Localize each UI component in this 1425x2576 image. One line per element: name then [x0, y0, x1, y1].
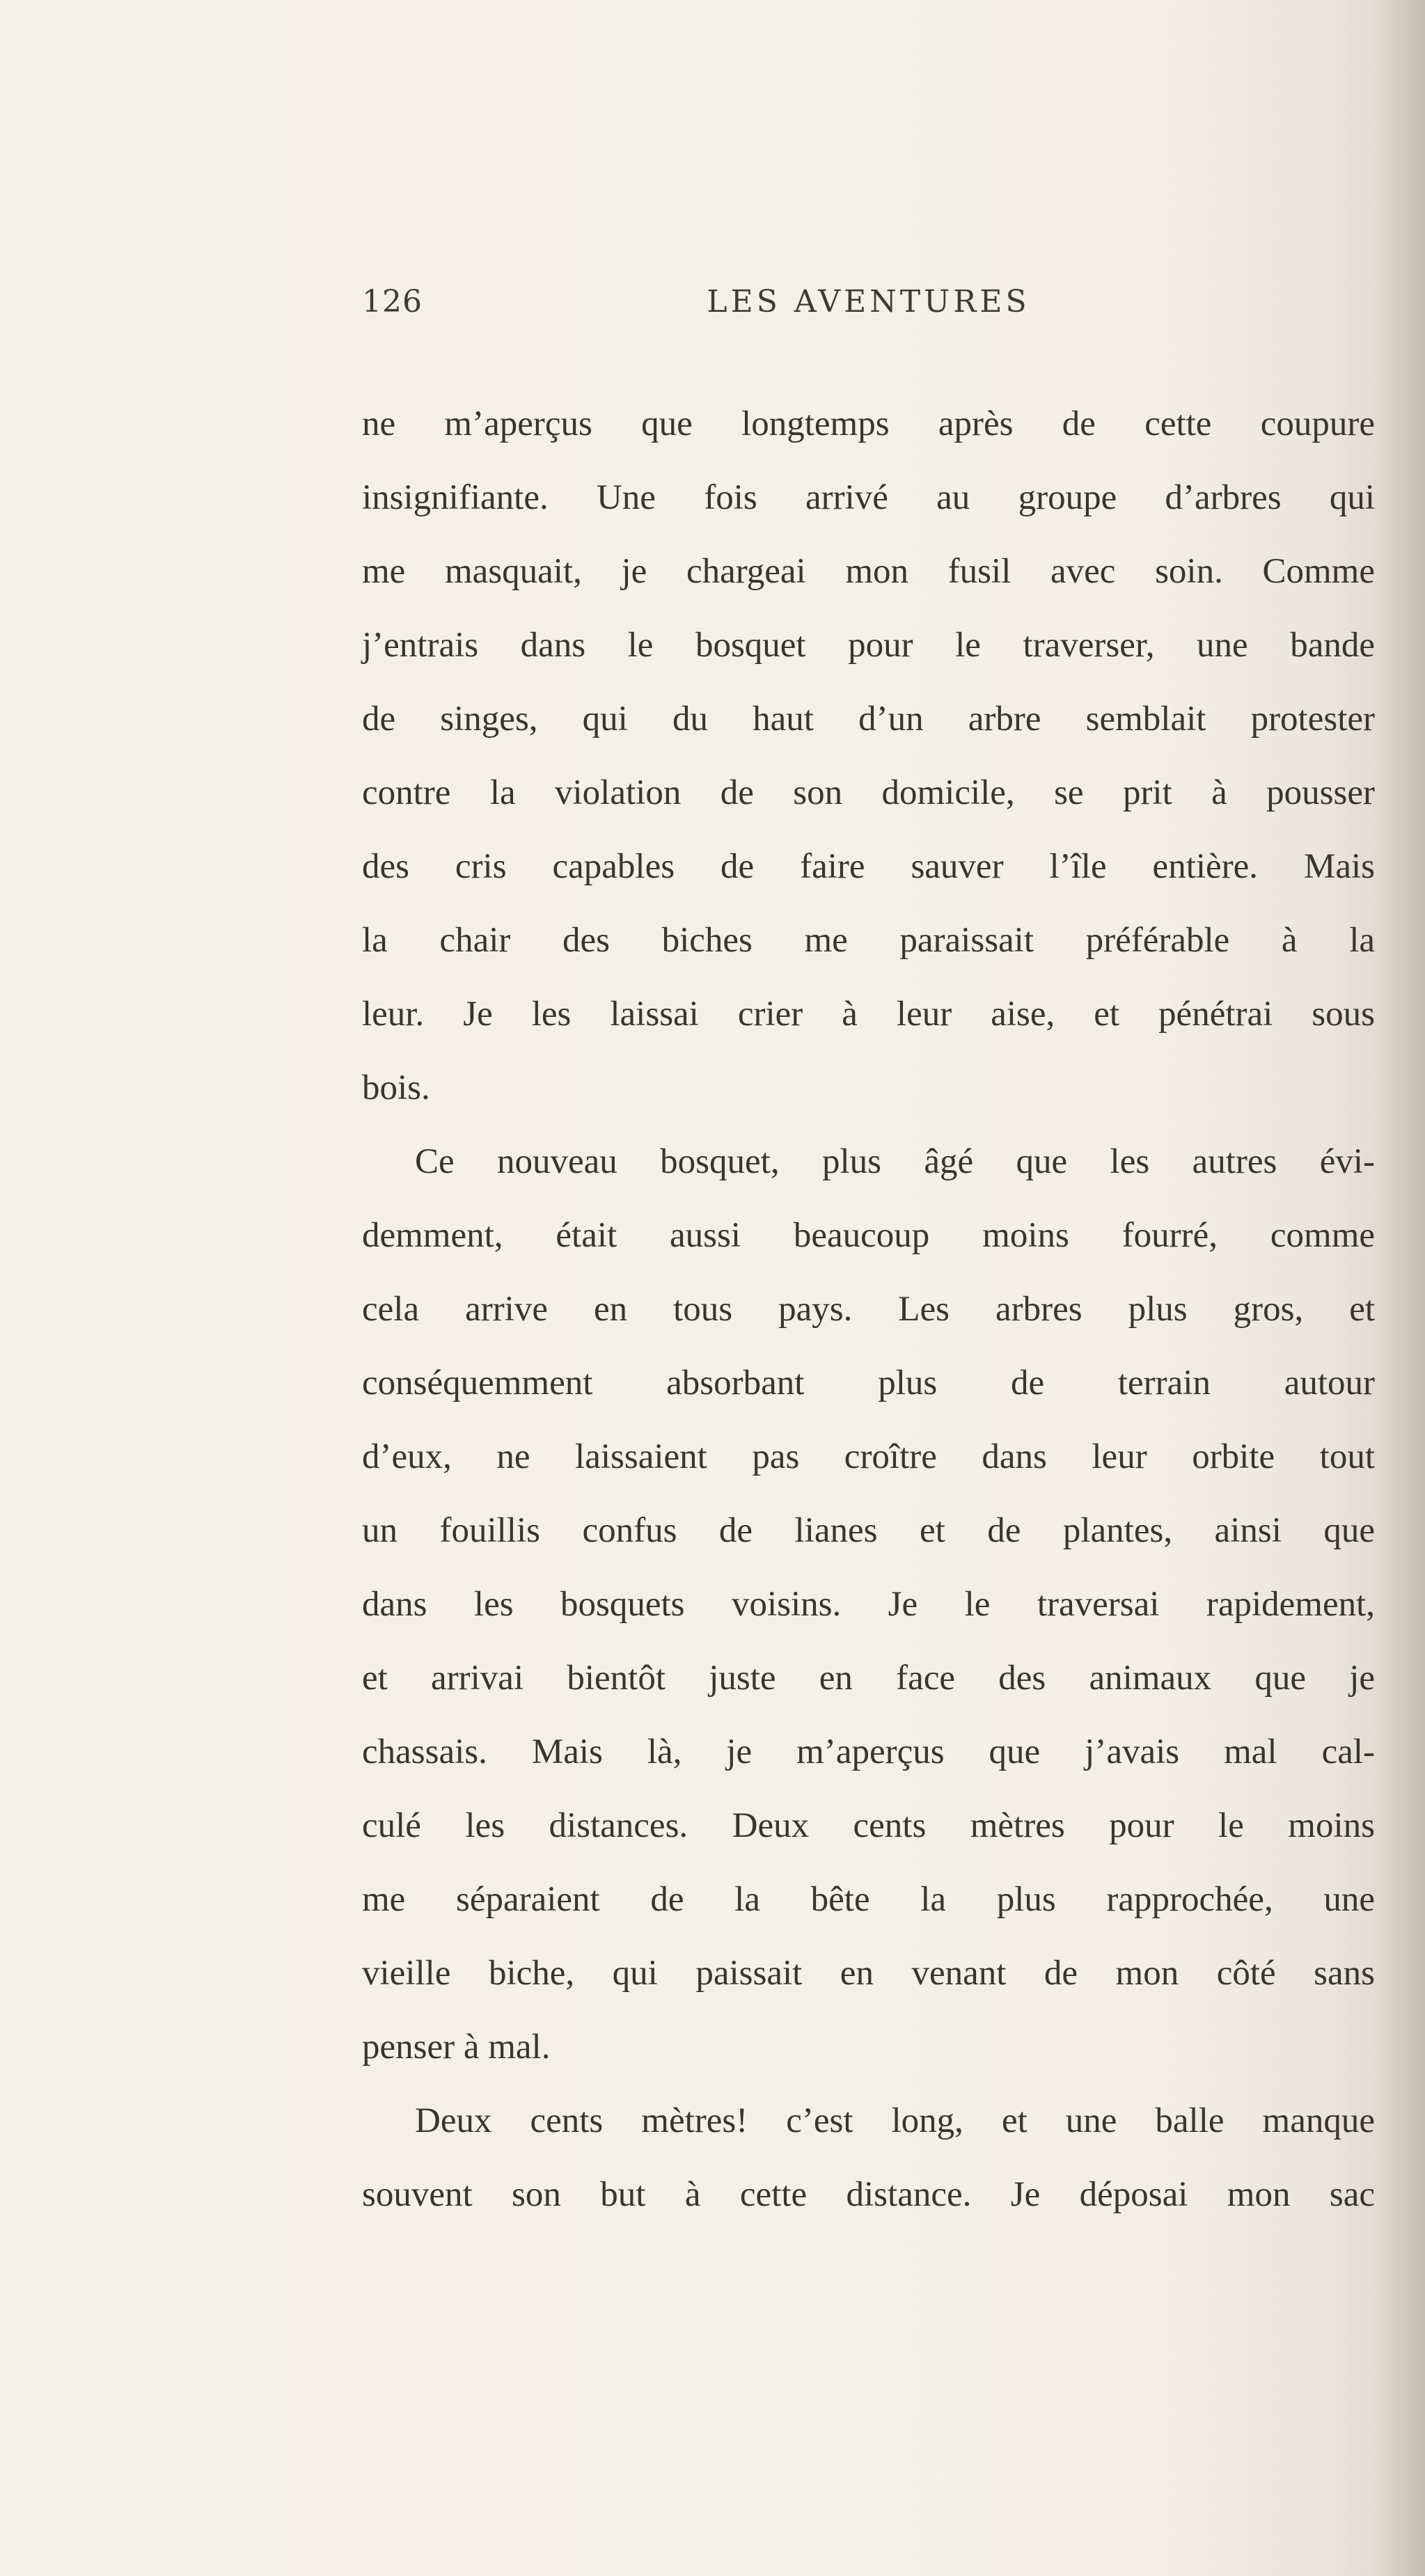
text-line: un fouillis confus de lianes et de plantes, ainsi que — [362, 1511, 1375, 1550]
text-line: d’eux, ne laissaient pas croître dans leur orbite tout — [362, 1437, 1375, 1476]
text-line: penser à mal. — [362, 2028, 551, 2067]
running-title: LES AVENTURES — [707, 284, 1030, 319]
text-line: Ce nouveau bosquet, plus âgé que les autres évi- — [415, 1142, 1375, 1181]
text-line: me masquait, je chargeai mon fusil avec soin. Comme — [362, 552, 1375, 591]
text-line: souvent son but à cette distance. Je déposai mon sac — [362, 2175, 1375, 2214]
text-line: demment, était aussi beaucoup moins fourré, comme — [362, 1216, 1375, 1255]
page-number: 126 — [362, 284, 423, 319]
text-line: j’entrais dans le bosquet pour le traverser, une bande — [362, 626, 1375, 665]
text-line: insignifiante. Une fois arrivé au groupe d’arbres qui — [362, 478, 1375, 517]
text-line: Deux cents mètres! c’est long, et une balle manque — [415, 2101, 1375, 2140]
text-line: bois. — [362, 1068, 430, 1107]
page-edge-shadow — [1376, 0, 1425, 2576]
text-line: conséquemment absorbant plus de terrain autour — [362, 1364, 1375, 1402]
text-line: leur. Je les laissai crier à leur aise, et pénétrai sous — [362, 995, 1375, 1034]
text-line: culé les distances. Deux cents mètres pour le moins — [362, 1806, 1375, 1845]
text-line: chassais. Mais là, je m’aperçus que j’avais mal cal- — [362, 1732, 1375, 1771]
text-line: cela arrive en tous pays. Les arbres plus gros, et — [362, 1290, 1375, 1329]
text-line: de singes, qui du haut d’un arbre semblait protester — [362, 700, 1375, 738]
text-line: contre la violation de son domicile, se prit à pousser — [362, 773, 1375, 812]
text-line: la chair des biches me paraissait préférable à la — [362, 921, 1375, 960]
body-text — [362, 387, 1375, 2231]
text-line: dans les bosquets voisins. Je le traversai rapidement, — [362, 1585, 1375, 1624]
text-line: des cris capables de faire sauver l’île entière. Mais — [362, 847, 1375, 886]
page-header — [362, 284, 1375, 333]
text-line: me séparaient de la bête la plus rapprochée, une — [362, 1880, 1375, 1919]
text-line: ne m’aperçus que longtemps après de cette coupure — [362, 404, 1375, 443]
text-line: et arrivai bientôt juste en face des animaux que je — [362, 1659, 1375, 1698]
text-line: vieille biche, qui paissait en venant de mon côté sans — [362, 1954, 1375, 1993]
